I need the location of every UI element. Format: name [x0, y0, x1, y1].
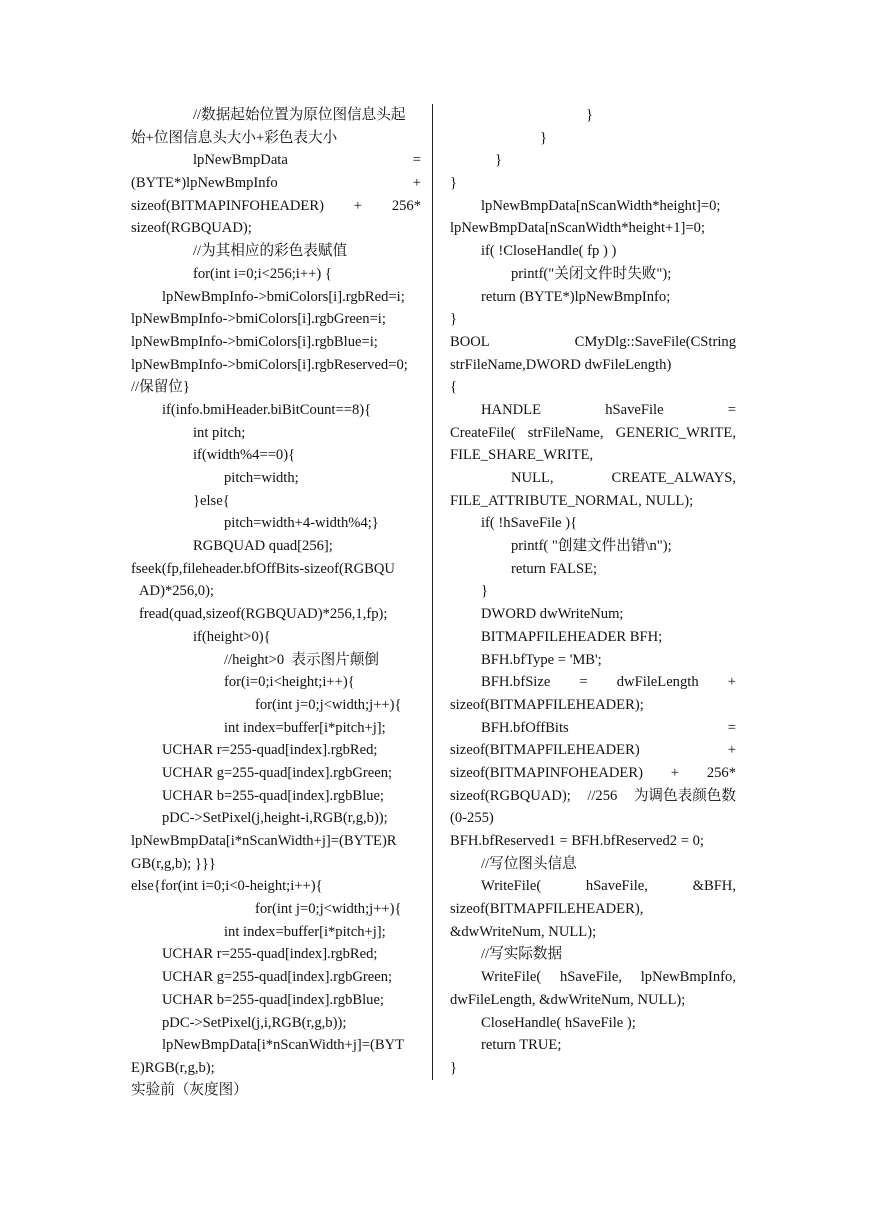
- code-token: //256: [587, 787, 618, 804]
- code-line: [450, 875, 736, 898]
- code-token: hSaveFile,: [559, 969, 622, 986]
- code-token: WriteFile(: [481, 969, 542, 986]
- code-line: pDC->SetPixel(j,height-i,RGB(r,g,b));: [162, 810, 388, 827]
- code-token: GENERIC_WRITE,: [615, 424, 736, 441]
- code-line: for(int j=0;j<width;j++){: [255, 696, 402, 713]
- code-line: GB(r,g,b); }}}: [131, 855, 216, 872]
- code-token: CREATE_ALWAYS,: [611, 470, 736, 486]
- code-line: AD)*256,0);: [139, 583, 214, 600]
- code-line: [131, 149, 421, 172]
- code-line: //height>0 表示图片颠倒: [224, 651, 379, 668]
- code-token: strFileName,: [527, 424, 604, 441]
- code-line: [450, 762, 736, 785]
- code-line: UCHAR r=255-quad[index].rgbRed;: [162, 742, 378, 759]
- code-line: lpNewBmpData[nScanWidth*height+1]=0;: [450, 220, 705, 237]
- code-line: sizeof(BITMAPFILEHEADER),: [450, 901, 644, 918]
- code-line: [450, 671, 736, 694]
- code-line: int index=buffer[i*pitch+j];: [224, 719, 386, 736]
- code-token: =: [412, 152, 421, 169]
- code-line: }else{: [193, 492, 230, 509]
- code-line: UCHAR b=255-quad[index].rgbBlue;: [162, 787, 384, 804]
- code-line: strFileName,DWORD dwFileLength): [450, 356, 672, 373]
- code-line: UCHAR g=255-quad[index].rgbGreen;: [162, 969, 393, 986]
- code-token: sizeof(BITMAPFILEHEADER): [450, 742, 640, 759]
- code-line: lpNewBmpData[i*nScanWidth+j]=(BYTE)R: [131, 833, 397, 849]
- left-code-column: [131, 104, 421, 1080]
- code-token: +: [412, 175, 421, 192]
- code-line: lpNewBmpInfo->bmiColors[i].rgbBlue=i;: [131, 333, 378, 350]
- code-line: lpNewBmpInfo->bmiColors[i].rgbGreen=i;: [131, 311, 386, 328]
- code-line: for(int j=0;j<width;j++){: [255, 901, 402, 918]
- code-token: +: [727, 674, 736, 691]
- code-line: UCHAR b=255-quad[index].rgbBlue;: [162, 991, 384, 1008]
- code-line: //写实际数据: [481, 946, 563, 963]
- code-line: [450, 966, 736, 989]
- code-token: lpNewBmpInfo,: [640, 969, 736, 986]
- code-line: [450, 785, 736, 808]
- code-line: sizeof(RGBQUAD);: [131, 220, 252, 237]
- code-token: sizeof(BITMAPINFOHEADER): [131, 197, 324, 214]
- code-token: 256*: [391, 197, 421, 214]
- code-token: dwFileLength: [616, 674, 699, 691]
- code-line: //为其相应的彩色表赋值: [193, 243, 348, 260]
- code-token: 256*: [706, 764, 736, 781]
- code-line: }: [450, 311, 458, 328]
- code-token: lpNewBmpData: [193, 152, 288, 169]
- code-line: }: [481, 583, 489, 600]
- code-token: NULL,: [511, 470, 554, 486]
- code-token: HANDLE: [481, 401, 541, 418]
- code-line: lpNewBmpData[nScanWidth*height]=0;: [481, 197, 721, 214]
- code-token: +: [670, 764, 679, 781]
- code-line: [450, 331, 736, 354]
- code-token: +: [727, 742, 736, 759]
- code-token: =: [727, 719, 736, 736]
- code-line: [450, 717, 736, 740]
- code-token: BFH.bfSize: [481, 674, 551, 691]
- code-line: [131, 172, 421, 195]
- code-line: fseek(fp,fileheader.bfOffBits-sizeof(RGBQU: [131, 560, 395, 577]
- code-line: }: [450, 1059, 458, 1076]
- code-token: sizeof(BITMAPINFOHEADER): [450, 764, 643, 781]
- code-token: =: [727, 401, 736, 418]
- code-token: BFH.bfOffBits: [481, 719, 569, 736]
- code-token: sizeof(RGBQUAD);: [450, 787, 571, 804]
- code-token: hSaveFile,: [585, 878, 648, 895]
- code-token: +: [353, 197, 362, 214]
- code-line: BFH.bfReserved1 = BFH.bfReserved2 = 0;: [450, 833, 704, 849]
- code-line: lpNewBmpData[i*nScanWidth+j]=(BYT: [162, 1037, 405, 1054]
- code-line: [450, 399, 736, 422]
- code-line: RGBQUAD quad[256];: [193, 538, 333, 555]
- code-line: if( !hSaveFile ){: [481, 515, 578, 532]
- code-line: }: [540, 129, 548, 146]
- code-line: else{for(int i=0;i<0-height;i++){: [131, 878, 323, 895]
- code-line: int index=buffer[i*pitch+j];: [224, 923, 386, 940]
- code-line: lpNewBmpInfo->bmiColors[i].rgbReserved=0;: [131, 356, 408, 373]
- code-line: DWORD dwWriteNum;: [481, 606, 624, 623]
- code-line: [131, 195, 421, 218]
- code-line: printf("关闭文件时失败");: [511, 265, 672, 282]
- code-line: if( !CloseHandle( fp ) ): [481, 243, 617, 260]
- code-line: BITMAPFILEHEADER BFH;: [481, 628, 663, 645]
- code-token: (BYTE*)lpNewBmpInfo: [131, 175, 278, 192]
- column-divider: [432, 104, 433, 1080]
- code-line: pDC->SetPixel(j,i,RGB(r,g,b));: [162, 1014, 347, 1031]
- code-token: WriteFile(: [481, 878, 542, 895]
- code-line: }: [450, 175, 458, 192]
- code-line: (0-255): [450, 810, 494, 827]
- code-line: BFH.bfType = 'MB';: [481, 651, 602, 668]
- code-line: }: [586, 107, 594, 123]
- code-token: 为调色表颜色数: [633, 787, 736, 804]
- code-token: CreateFile(: [450, 424, 516, 441]
- code-line: fread(quad,sizeof(RGBQUAD)*256,1,fp);: [139, 606, 388, 623]
- code-line: for(int i=0;i<256;i++) {: [193, 265, 332, 282]
- code-line: return FALSE;: [511, 560, 598, 577]
- code-line: for(i=0;i<height;i++){: [224, 674, 355, 691]
- code-line: E)RGB(r,g,b);: [131, 1059, 215, 1076]
- code-line: pitch=width;: [224, 470, 299, 486]
- figure-caption: 实验前（灰度图）: [131, 1082, 248, 1098]
- code-token: &BFH,: [692, 878, 736, 895]
- code-line: [450, 467, 736, 490]
- code-line: //写位图头信息: [481, 855, 577, 872]
- code-line: FILE_ATTRIBUTE_NORMAL, NULL);: [450, 492, 694, 509]
- code-line: sizeof(BITMAPFILEHEADER);: [450, 696, 644, 713]
- code-line: if(info.bmiHeader.biBitCount==8){: [162, 401, 372, 418]
- code-line: if(width%4==0){: [193, 447, 296, 464]
- code-line: [450, 422, 736, 445]
- code-line: UCHAR g=255-quad[index].rgbGreen;: [162, 764, 393, 781]
- code-token: BOOL: [450, 333, 490, 350]
- code-line: [450, 739, 736, 762]
- code-line: return TRUE;: [481, 1037, 562, 1054]
- code-line: }: [495, 152, 503, 169]
- right-code-column: [450, 104, 736, 1080]
- code-line: &dwWriteNum, NULL);: [450, 923, 597, 940]
- code-line: dwFileLength, &dwWriteNum, NULL);: [450, 991, 686, 1008]
- code-line: CloseHandle( hSaveFile );: [481, 1014, 636, 1031]
- code-line: return (BYTE*)lpNewBmpInfo;: [481, 288, 671, 305]
- code-line: int pitch;: [193, 424, 246, 441]
- code-line: FILE_SHARE_WRITE,: [450, 447, 594, 464]
- code-token: hSaveFile: [605, 401, 664, 418]
- code-token: CMyDlg::SaveFile(CString: [574, 333, 736, 350]
- code-line: {: [450, 379, 458, 396]
- code-line: UCHAR r=255-quad[index].rgbRed;: [162, 946, 378, 963]
- code-line: 始+位图信息头大小+彩色表大小: [131, 129, 338, 146]
- code-line: printf( "创建文件出错\n");: [511, 538, 672, 555]
- code-line: //保留位}: [131, 379, 190, 396]
- code-line: pitch=width+4-width%4;}: [224, 515, 379, 532]
- code-line: lpNewBmpInfo->bmiColors[i].rgbRed=i;: [162, 288, 405, 305]
- code-line: if(height>0){: [193, 628, 271, 645]
- code-line: //数据起始位置为原位图信息头起: [193, 107, 406, 123]
- code-token: =: [579, 674, 588, 691]
